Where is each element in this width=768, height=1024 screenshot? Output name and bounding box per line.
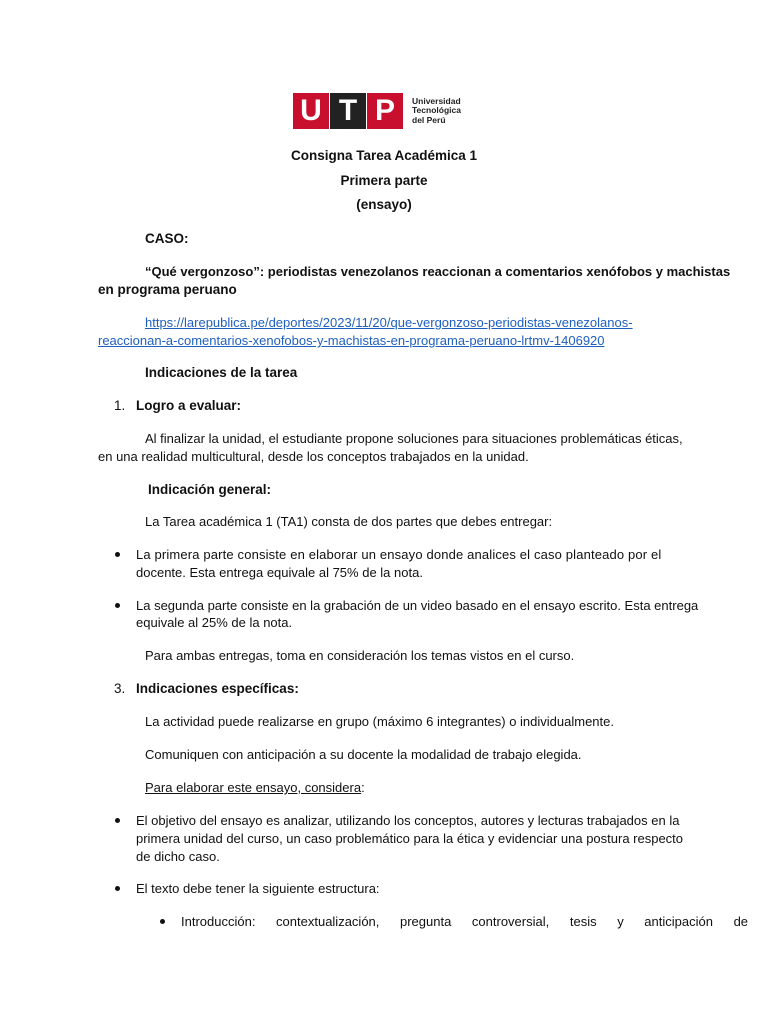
instructions-heading: Indicaciones de la tarea [145, 365, 298, 380]
specific-bullet1-line2: primera unidad del curso, un caso problemático para la ética y evidenciar una postura respecto [136, 831, 684, 846]
logo-university-name: Universidad Tecnológica del Perú [412, 95, 461, 125]
general-bullet2-line2: equivale al 25% de la nota. [136, 615, 293, 630]
utp-logo [293, 93, 461, 129]
sub-bullet-dot [160, 919, 165, 924]
bullet-dot [115, 818, 120, 823]
logo-letter-t: T [330, 93, 366, 129]
general-intro: La Tarea académica 1 (TA1) consta de dos partes que debes entregar: [145, 514, 553, 529]
specific-bullet2: El texto debe tener la siguiente estructura: [136, 881, 380, 896]
item3-paragraph2: Comuniquen con anticipación a su docente la modalidad de trabajo elegida. [145, 747, 582, 762]
item1-text-line2: en una realidad multicultural, desde los conceptos trabajados en la unidad. [98, 449, 529, 464]
specific-bullet1-line1: El objetivo del ensayo es analizar, utilizando los conceptos, autores y lecturas trabajados en la [136, 813, 680, 828]
logo-letter-u: U [293, 93, 329, 129]
item3-number: 3. [114, 681, 126, 696]
document-subtitle-note: (ensayo) [356, 197, 412, 212]
general-bullet1-line1: La primera parte consiste en elaborar un ensayo donde analices el caso planteado por el [136, 547, 662, 562]
item1-number: 1. [114, 398, 126, 413]
item3-label: Indicaciones específicas: [136, 681, 299, 696]
item1-text-line1: Al finalizar la unidad, el estudiante propone soluciones para situaciones problemáticas éticas, [145, 431, 683, 446]
document-title: Consigna Tarea Académica 1 [290, 148, 478, 163]
bullet-dot [115, 552, 120, 557]
general-bullet2-line1: La segunda parte consiste en la grabación de un video basado en el ensayo escrito. Esta entrega [136, 598, 699, 613]
case-title-line1: “Qué vergonzoso”: periodistas venezolanos reaccionan a comentarios xenófobos y machistas [145, 264, 731, 279]
item3-paragraph1: La actividad puede realizarse en grupo (máximo 6 integrantes) o individualmente. [145, 714, 614, 729]
item1-label: Logro a evaluar: [136, 398, 242, 413]
case-url-link-continued[interactable]: reaccionan-a-comentarios-xenofobos-y-machistas-en-programa-peruano-lrtmv-1406920 [98, 333, 605, 348]
general-bullet1-line2: docente. Esta entrega equivale al 75% de la nota. [136, 565, 423, 580]
document-subtitle: Primera parte [340, 173, 428, 188]
general-note: Para ambas entregas, toma en consideración los temas vistos en el curso. [145, 648, 575, 663]
item3-paragraph3-underlined: Para elaborar este ensayo, considera [145, 780, 362, 795]
item3-paragraph3 [145, 779, 365, 797]
sub-bullet1: Introducción: contextualización, pregunta controversial, tesis y anticipación de [181, 914, 749, 929]
case-url-link[interactable]: https://larepublica.pe/deportes/2023/11/20/que-vergonzoso-periodistas-venezolanos- [145, 315, 633, 330]
case-title-line2: en programa peruano [98, 282, 237, 297]
item3-paragraph3-colon: : [361, 780, 365, 795]
general-label: Indicación general: [148, 482, 272, 497]
bullet-dot [115, 603, 120, 608]
case-label: CASO: [145, 231, 189, 246]
bullet-dot [115, 886, 120, 891]
logo-letter-p: P [367, 93, 403, 129]
specific-bullet1-line3: de dicho caso. [136, 849, 220, 864]
